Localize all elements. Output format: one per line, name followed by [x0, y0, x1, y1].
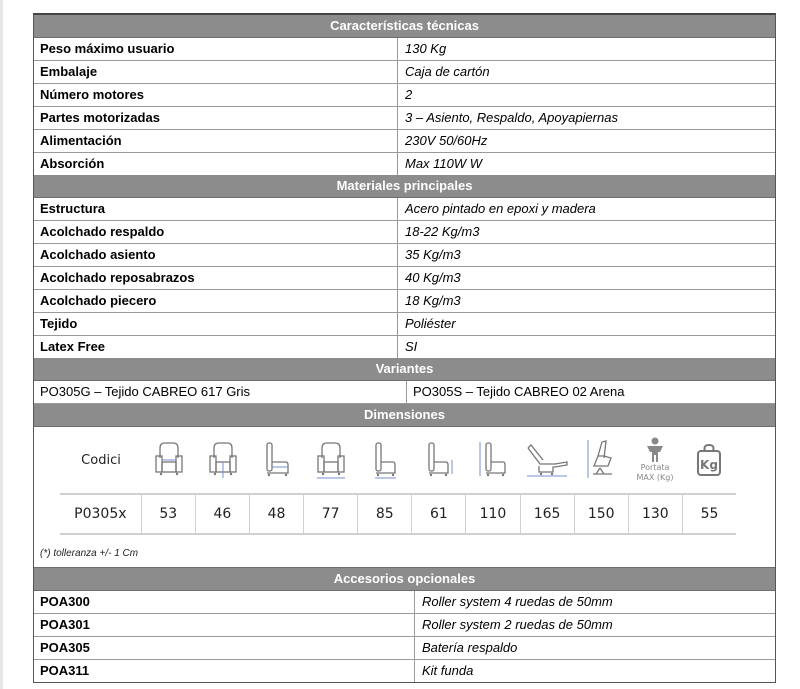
row-value: Max 110W W — [405, 156, 483, 171]
table-row — [34, 84, 775, 107]
row-value: 230V 50/60Hz — [405, 133, 488, 148]
dimension-value: 130 — [628, 495, 682, 533]
codici-label-cell — [60, 427, 142, 493]
max-weight-icon — [628, 427, 682, 493]
overall-depth-icon — [358, 427, 412, 493]
caracteristicas-rows — [34, 38, 775, 175]
accesorios-rows — [34, 591, 775, 682]
dimension-value: 165 — [520, 495, 574, 533]
row-value: 35 Kg/m3 — [405, 247, 461, 262]
table-row — [34, 313, 775, 336]
table-row — [34, 244, 775, 267]
table-row — [34, 591, 775, 614]
lift-height-icon — [574, 427, 628, 493]
row-label: POA300 — [34, 591, 415, 613]
page-edge — [0, 0, 3, 689]
dimension-value: 110 — [465, 495, 519, 533]
section-header-variantes: Variantes — [34, 358, 775, 381]
row-value: 2 — [405, 87, 413, 102]
weight-icon — [682, 427, 736, 493]
table-row — [34, 198, 775, 221]
table-row — [34, 336, 775, 358]
tolerance-note: (*) tolleranza +/- 1 Cm — [40, 548, 139, 559]
dimension-value: 77 — [303, 495, 357, 533]
table-row — [34, 290, 775, 313]
row-label: Acolchado respaldo — [34, 221, 398, 243]
seat-depth-height-icon — [196, 427, 250, 493]
row-label: Alimentación — [34, 130, 398, 152]
table-row — [34, 221, 775, 244]
row-label: Embalaje — [34, 61, 398, 83]
dimension-icon-row — [60, 427, 736, 495]
row-label: Estructura — [34, 198, 398, 220]
dimension-value: 85 — [357, 495, 411, 533]
dimension-value: 150 — [574, 495, 628, 533]
overall-height-icon — [466, 427, 520, 493]
dimension-value-row — [60, 495, 736, 535]
product-code: P0305x — [74, 506, 127, 522]
row-value: 40 Kg/m3 — [405, 270, 461, 285]
row-label: POA301 — [34, 614, 415, 636]
variant-item: PO305S – Tejido CABREO 02 Arena — [413, 384, 625, 399]
dimension-value: 61 — [411, 495, 465, 533]
row-label: Número motores — [34, 84, 398, 106]
table-row — [34, 130, 775, 153]
row-value: 18 Kg/m3 — [405, 293, 461, 308]
row-value: Roller system 4 ruedas de 50mm — [422, 594, 613, 609]
row-value: 3 – Asiento, Respaldo, Apoyapiernas — [405, 110, 618, 125]
seat-height-icon — [412, 427, 466, 493]
portata-line2: MAX (Kg) — [636, 473, 674, 482]
section-header-dimensiones: Dimensiones — [34, 404, 775, 427]
row-value: Acero pintado en epoxi y madera — [405, 201, 596, 216]
kg-label: Kg — [700, 458, 718, 472]
row-label: Peso máximo usuario — [34, 38, 398, 60]
row-label: Absorción — [34, 153, 398, 175]
overall-width-icon — [304, 427, 358, 493]
materiales-rows — [34, 198, 775, 358]
row-value: Caja de cartón — [405, 64, 490, 79]
row-label: Tejido — [34, 313, 398, 335]
seat-width-icon — [142, 427, 196, 493]
portata-label — [637, 463, 674, 483]
seat-depth-side-icon — [250, 427, 304, 493]
row-label: POA311 — [34, 660, 415, 682]
row-value: Poliéster — [405, 316, 456, 331]
table-row — [34, 660, 775, 682]
row-value: SI — [405, 339, 418, 354]
dimensions-table — [60, 427, 736, 535]
row-label: POA305 — [34, 637, 415, 659]
table-row — [34, 38, 775, 61]
variant-item: PO305G – Tejido CABREO 617 Gris — [34, 381, 407, 403]
row-value: Kit funda — [422, 663, 474, 678]
spec-table — [33, 13, 776, 683]
section-header-materiales: Materiales principales — [34, 175, 775, 198]
dimension-value: 48 — [249, 495, 303, 533]
dimension-value: 46 — [195, 495, 249, 533]
dimension-value: 55 — [682, 495, 736, 533]
table-row — [34, 61, 775, 84]
codici-label: Codici — [81, 452, 121, 468]
reclined-length-icon — [520, 427, 574, 493]
row-label: Acolchado asiento — [34, 244, 398, 266]
row-label: Latex Free — [34, 336, 398, 358]
table-row — [34, 614, 775, 637]
dimensions-panel — [34, 427, 775, 568]
variantes-row — [34, 381, 775, 404]
portata-line1: Portata — [640, 463, 670, 472]
row-value: 18-22 Kg/m3 — [405, 224, 480, 239]
table-row — [34, 153, 775, 175]
table-row — [34, 267, 775, 290]
dimension-value: 53 — [141, 495, 195, 533]
row-label: Partes motorizadas — [34, 107, 398, 129]
section-header-caracteristicas: Características técnicas — [34, 15, 775, 38]
row-value: Roller system 2 ruedas de 50mm — [422, 617, 613, 632]
section-header-accesorios: Accesorios opcionales — [34, 568, 775, 591]
row-label: Acolchado reposabrazos — [34, 267, 398, 289]
table-row — [34, 107, 775, 130]
row-label: Acolchado piecero — [34, 290, 398, 312]
row-value: Batería respaldo — [422, 640, 518, 655]
row-value: 130 Kg — [405, 41, 447, 56]
table-row — [34, 637, 775, 660]
